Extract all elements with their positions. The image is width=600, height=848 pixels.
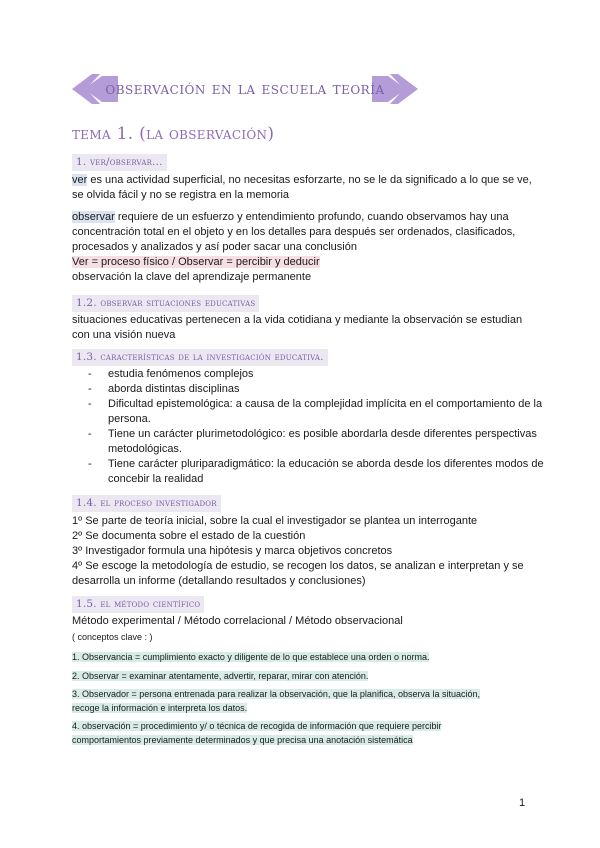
concept-observador-line-1: 3. Observador = persona entrenada para realizar la observación, que la planifica, observa la situación, [72, 689, 480, 699]
bullet-dash: - [88, 383, 92, 395]
paragraph-observar [72, 210, 542, 285]
concepts-label: ( conceptos clave : ) [72, 632, 153, 642]
paragraph-observar-line-1: requiere de un esfuerzo y entendimiento profundo, cuando observamos hay una [114, 211, 509, 223]
characteristics-list [88, 367, 548, 487]
paragraph-ver [72, 173, 542, 203]
concept-observacion [72, 720, 532, 747]
section-heading-metodo: 1.5. el método científico [72, 596, 204, 613]
section-heading-proceso: 1.4. el proceso investigador [72, 495, 221, 512]
key-statement: observación la clave del aprendizaje permanente [72, 271, 312, 283]
list-item [88, 367, 548, 382]
step-3: 3º Investigador formula una hipótesis y marca objetivos concretos [72, 545, 393, 557]
topic-title: tema 1. (la observación) [72, 124, 275, 144]
term-observar: observar [72, 211, 115, 223]
concept-observancia [72, 651, 532, 665]
paragraph-situaciones-line-2: con una visión nueva [72, 329, 176, 341]
concept-observacion-line-2: comportamientos previamente determinados y que precisa una anotación sistemática [72, 734, 413, 745]
concept-observar [72, 670, 532, 684]
concept-observar-text: 2. Observar = examinar atentamente, advertir, reparar, mirar con atención. [72, 671, 369, 681]
equation-highlight: Ver = proceso físico / Observar = percibir y deducir [72, 256, 320, 268]
page-number: 1 [519, 797, 526, 809]
section-heading-ver-observar: 1. ver/observar… [72, 154, 167, 171]
paragraph-situaciones-line-1: situaciones educativas pertenecen a la vida cotidiana y mediante la observación se estudian [72, 314, 523, 326]
list-item-text: estudia fenómenos complejos [108, 368, 254, 380]
list-item-text: Tiene carácter pluriparadigmático: la educación se aborda desde los diferentes modos de concebir la realidad [108, 458, 544, 485]
banner-title: observación en la escuela teoría [105, 79, 385, 99]
methods-line: Método experimental / Método correlacional / Método observacional [72, 615, 403, 627]
step-1: 1º Se parte de teoría inicial, sobre la cual el investigador se plantea un interrogante [72, 515, 478, 527]
bullet-dash: - [88, 368, 92, 380]
concept-observador [72, 688, 532, 715]
list-item [88, 382, 548, 397]
list-item [88, 427, 548, 457]
section-heading-situaciones: 1.2. observar situaciones educativas [72, 295, 259, 312]
list-item-text: aborda distintas disciplinas [108, 383, 240, 395]
step-4: 4º Se escoge la metodología de estudio, se recogen los datos, se analizan e interpretan y se [72, 560, 524, 572]
bullet-dash: - [88, 428, 92, 440]
paragraph-observar-line-3: procesados y analizados y así poder sacar una conclusión [72, 241, 357, 253]
paragraph-proceso [72, 514, 542, 589]
step-2: 2º Se documenta sobre el estado de la cuestión [72, 530, 306, 542]
bullet-dash: - [88, 458, 92, 470]
paragraph-situaciones [72, 313, 542, 343]
step-4-continued: desarrolla un informe (detallando resultados y conclusiones) [72, 575, 366, 587]
paragraph-observar-line-2: concentración total en el objeto y en los detalles para después ser ordenados, clasificados, [72, 226, 516, 238]
section-heading-caracteristicas: 1.3. características de la investigación educativa. [72, 349, 328, 366]
paragraph-ver-line-1: es una actividad superficial, no necesitas esforzarte, no se le da significado a lo que se ve, [87, 174, 532, 186]
list-item-text: Dificultad epistemológica: a causa de la complejidad implícita en el comportamiento de la persona. [108, 398, 543, 425]
title-banner [72, 72, 418, 106]
paragraph-ver-line-2: se olvida fácil y no se registra en la memoria [72, 189, 290, 201]
list-item-text: Tiene un carácter plurimetodológico: es posible abordarla desde diferentes perspectivas metodológicas. [108, 428, 537, 455]
bullet-dash: - [88, 398, 92, 410]
concept-observancia-text: 1. Observancia = cumplimiento exacto y diligente de lo que establece una orden o norma. [72, 652, 430, 662]
term-ver: ver [72, 174, 88, 186]
concept-observacion-line-1: 4. observación = procedimiento y/ o técnica de recogida de información que requiere percibir [72, 721, 442, 731]
concept-observador-line-2: recoge la información e interpreta los datos. [72, 702, 248, 713]
list-item [88, 397, 548, 427]
list-item [88, 457, 548, 487]
